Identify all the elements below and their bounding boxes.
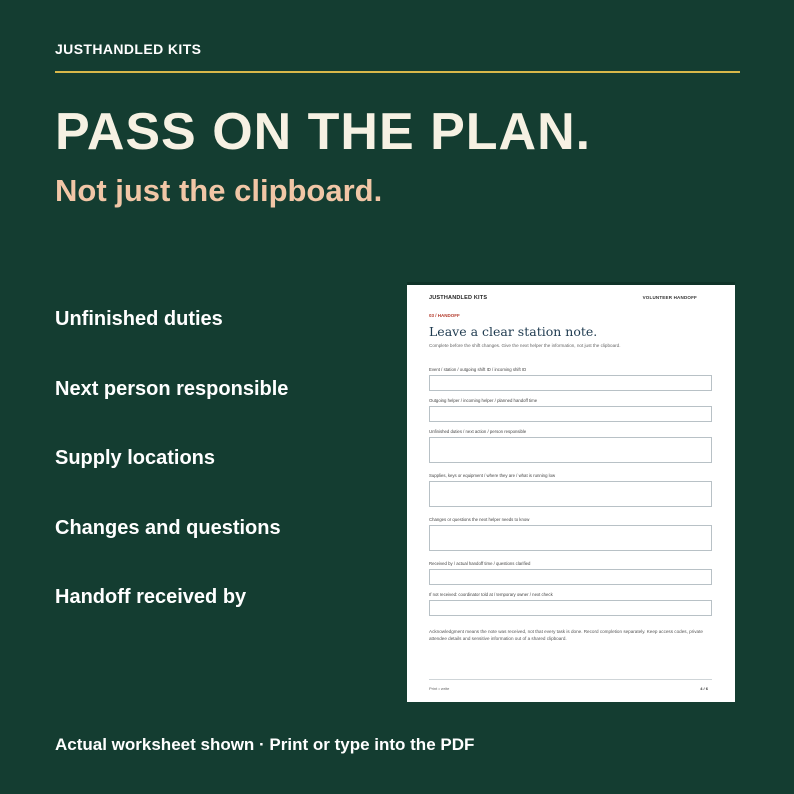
field-label: Event / station / outgoing shift ID / incoming shift ID: [429, 367, 527, 372]
worksheet-footer-rule: [429, 679, 712, 680]
field-box[interactable]: [429, 525, 712, 551]
feature-item: Changes and questions: [55, 516, 281, 539]
worksheet-section: 03 / HANDOFF: [429, 313, 460, 318]
feature-item: Supply locations: [55, 447, 216, 469]
worksheet-preview: [407, 282, 735, 702]
brand-label: JUSTHANDLED KITS: [55, 41, 202, 57]
field-label: Changes or questions the next helper needs to know: [429, 517, 530, 522]
subheadline: Not just the clipboard.: [55, 173, 383, 208]
field-box[interactable]: [429, 600, 712, 616]
field-box[interactable]: [429, 569, 712, 585]
headline: PASS ON THE PLAN.: [55, 103, 592, 161]
field-box[interactable]: [429, 437, 712, 463]
feature-list: [55, 308, 288, 656]
worksheet-intro: Complete before the shift changes. Give the next helper the information, not just the clipboard.: [429, 343, 621, 348]
field-box[interactable]: [429, 375, 712, 391]
field-box[interactable]: [429, 406, 712, 422]
field-box[interactable]: [429, 481, 712, 507]
field-label: Received by / actual handoff time / questions clarified: [429, 561, 531, 566]
feature-item: Next person responsible: [55, 377, 289, 400]
feature-item: Handoff received by: [55, 586, 247, 608]
footer-caption: Actual worksheet shown · Print or type into the PDF: [55, 735, 475, 754]
field-label: Unfinished duties / next action / person responsible: [429, 429, 527, 434]
field-label: Supplies, keys or equipment / where they are / what is running low: [429, 473, 556, 478]
worksheet-page-number: 4 / 6: [700, 686, 708, 691]
accent-rule: [55, 71, 740, 73]
field-label: Outgoing helper / incoming helper / planned handoff time: [429, 398, 538, 403]
worksheet-title: Leave a clear station note.: [429, 324, 598, 339]
feature-item: Unfinished duties: [55, 308, 223, 330]
worksheet-brand: JUSTHANDLED KITS: [429, 295, 488, 301]
worksheet-header-right: VOLUNTEER HANDOFF: [642, 295, 697, 300]
field-label: If not received: coordinator told at / temporary owner / next check: [429, 592, 553, 597]
worksheet-footer-left: Print • write: [429, 686, 450, 691]
worksheet-note: Acknowledgment means the note was received, not that every task is done. Record completion separately. Keep access codes, private attendee details and sensitive information out of a shared clipboard.: [429, 629, 703, 641]
